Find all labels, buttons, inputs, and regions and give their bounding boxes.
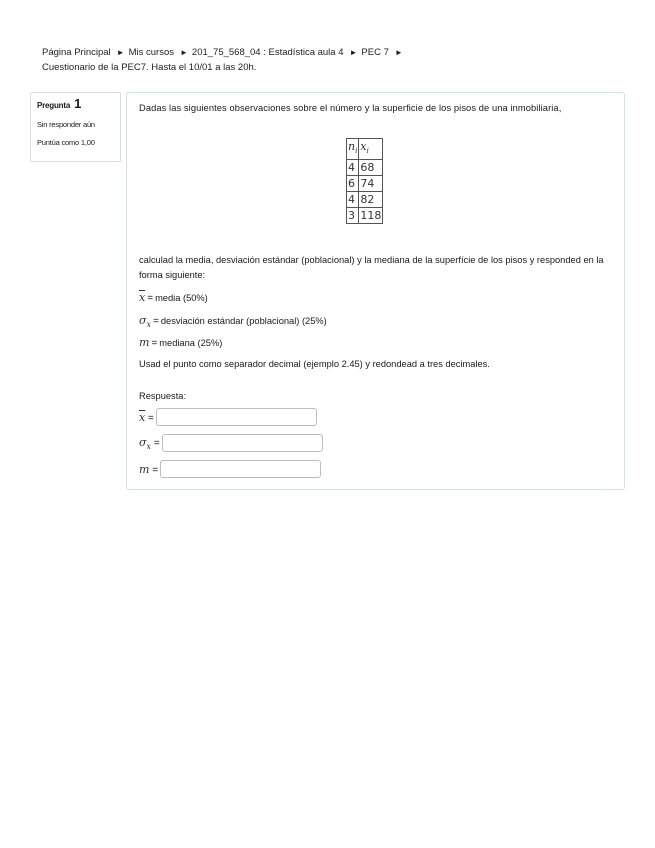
definition-std-text: desviación estándar (poblacional) (25%) [160,316,327,326]
table-header-x: $x_i$ [359,139,383,160]
equals-sign: = [147,293,154,304]
breadcrumb-separator: ► [179,48,188,57]
mean-input[interactable] [156,408,317,426]
median-symbol: m [139,336,150,349]
breadcrumb-quiz-link[interactable]: Cuestionario de la PEC7. Hasta el 10/01 a las 20h. [42,62,257,73]
definition-median [139,335,222,351]
breadcrumb-pec-link[interactable]: PEC 7 [361,47,389,58]
equals-sign: = [151,338,158,349]
question-number-value: 1 [74,96,82,111]
table-cell: 68 [359,160,383,176]
breadcrumb-separator: ► [394,48,403,57]
answer-median-label: m = [139,462,159,476]
std-input[interactable] [162,434,323,452]
definition-std [139,313,327,332]
question-info-panel [30,92,121,162]
breadcrumb [42,45,502,75]
question-number-label: Pregunta [37,101,71,110]
question-intro: Dadas las siguientes observaciones sobre el número y la superficie de los pisos de una inmobiliaria, [139,103,562,113]
mean-symbol: $\overline{x}$ [139,291,146,304]
answer-std-label: $\sigma_x$ = [139,435,160,451]
median-input[interactable] [160,460,321,478]
breadcrumb-separator: ► [116,48,125,57]
table-cell: 4 [347,192,359,208]
table-row [347,192,383,208]
breadcrumb-home-link[interactable]: Página Principal [42,47,111,58]
answer-row-median [139,459,321,479]
breadcrumb-course-link[interactable]: 201_75_568_04 : Estadística aula 4 [191,47,344,58]
table-cell: 6 [347,176,359,192]
question-content-panel [126,92,625,490]
answer-row-std [139,433,323,453]
breadcrumb-separator: ► [349,48,358,57]
question-note: Usad el punto como separador decimal (ejemplo 2.45) y redondead a tres decimales. [139,359,490,369]
table-cell: 3 [347,208,359,224]
definition-median-text: mediana (25%) [159,338,223,348]
sigma-symbol: $\sigma_x$ [139,314,152,329]
table-header-n: $n_i$ [347,139,359,160]
table-cell: 118 [360,209,382,223]
table-row [347,176,383,192]
answer-row-mean [139,407,317,427]
answer-mean-label: $\overline{x}$ = [139,410,154,424]
table-row [347,208,383,224]
table-row [347,160,383,176]
table-cell: 82 [359,192,383,208]
definition-mean [139,290,208,306]
equals-sign: = [153,316,159,327]
question-instruction: calculad la media, desviación estándar (poblacional) y la mediana de la superfície de los pisos y responded en la forma siguiente: [139,255,604,280]
question-state: Sin responder aún [37,120,95,129]
table-cell: 4 [347,160,359,176]
table-header-row [347,139,383,160]
answer-label: Respuesta: [139,391,187,401]
table-cell: 74 [359,176,383,192]
question-grade: Puntúa como 1,00 [37,138,95,147]
breadcrumb-my-courses-link[interactable]: Mis cursos [128,47,174,58]
definition-mean-text: media (50%) [155,293,208,303]
observations-table [346,138,383,224]
question-number [37,96,120,111]
